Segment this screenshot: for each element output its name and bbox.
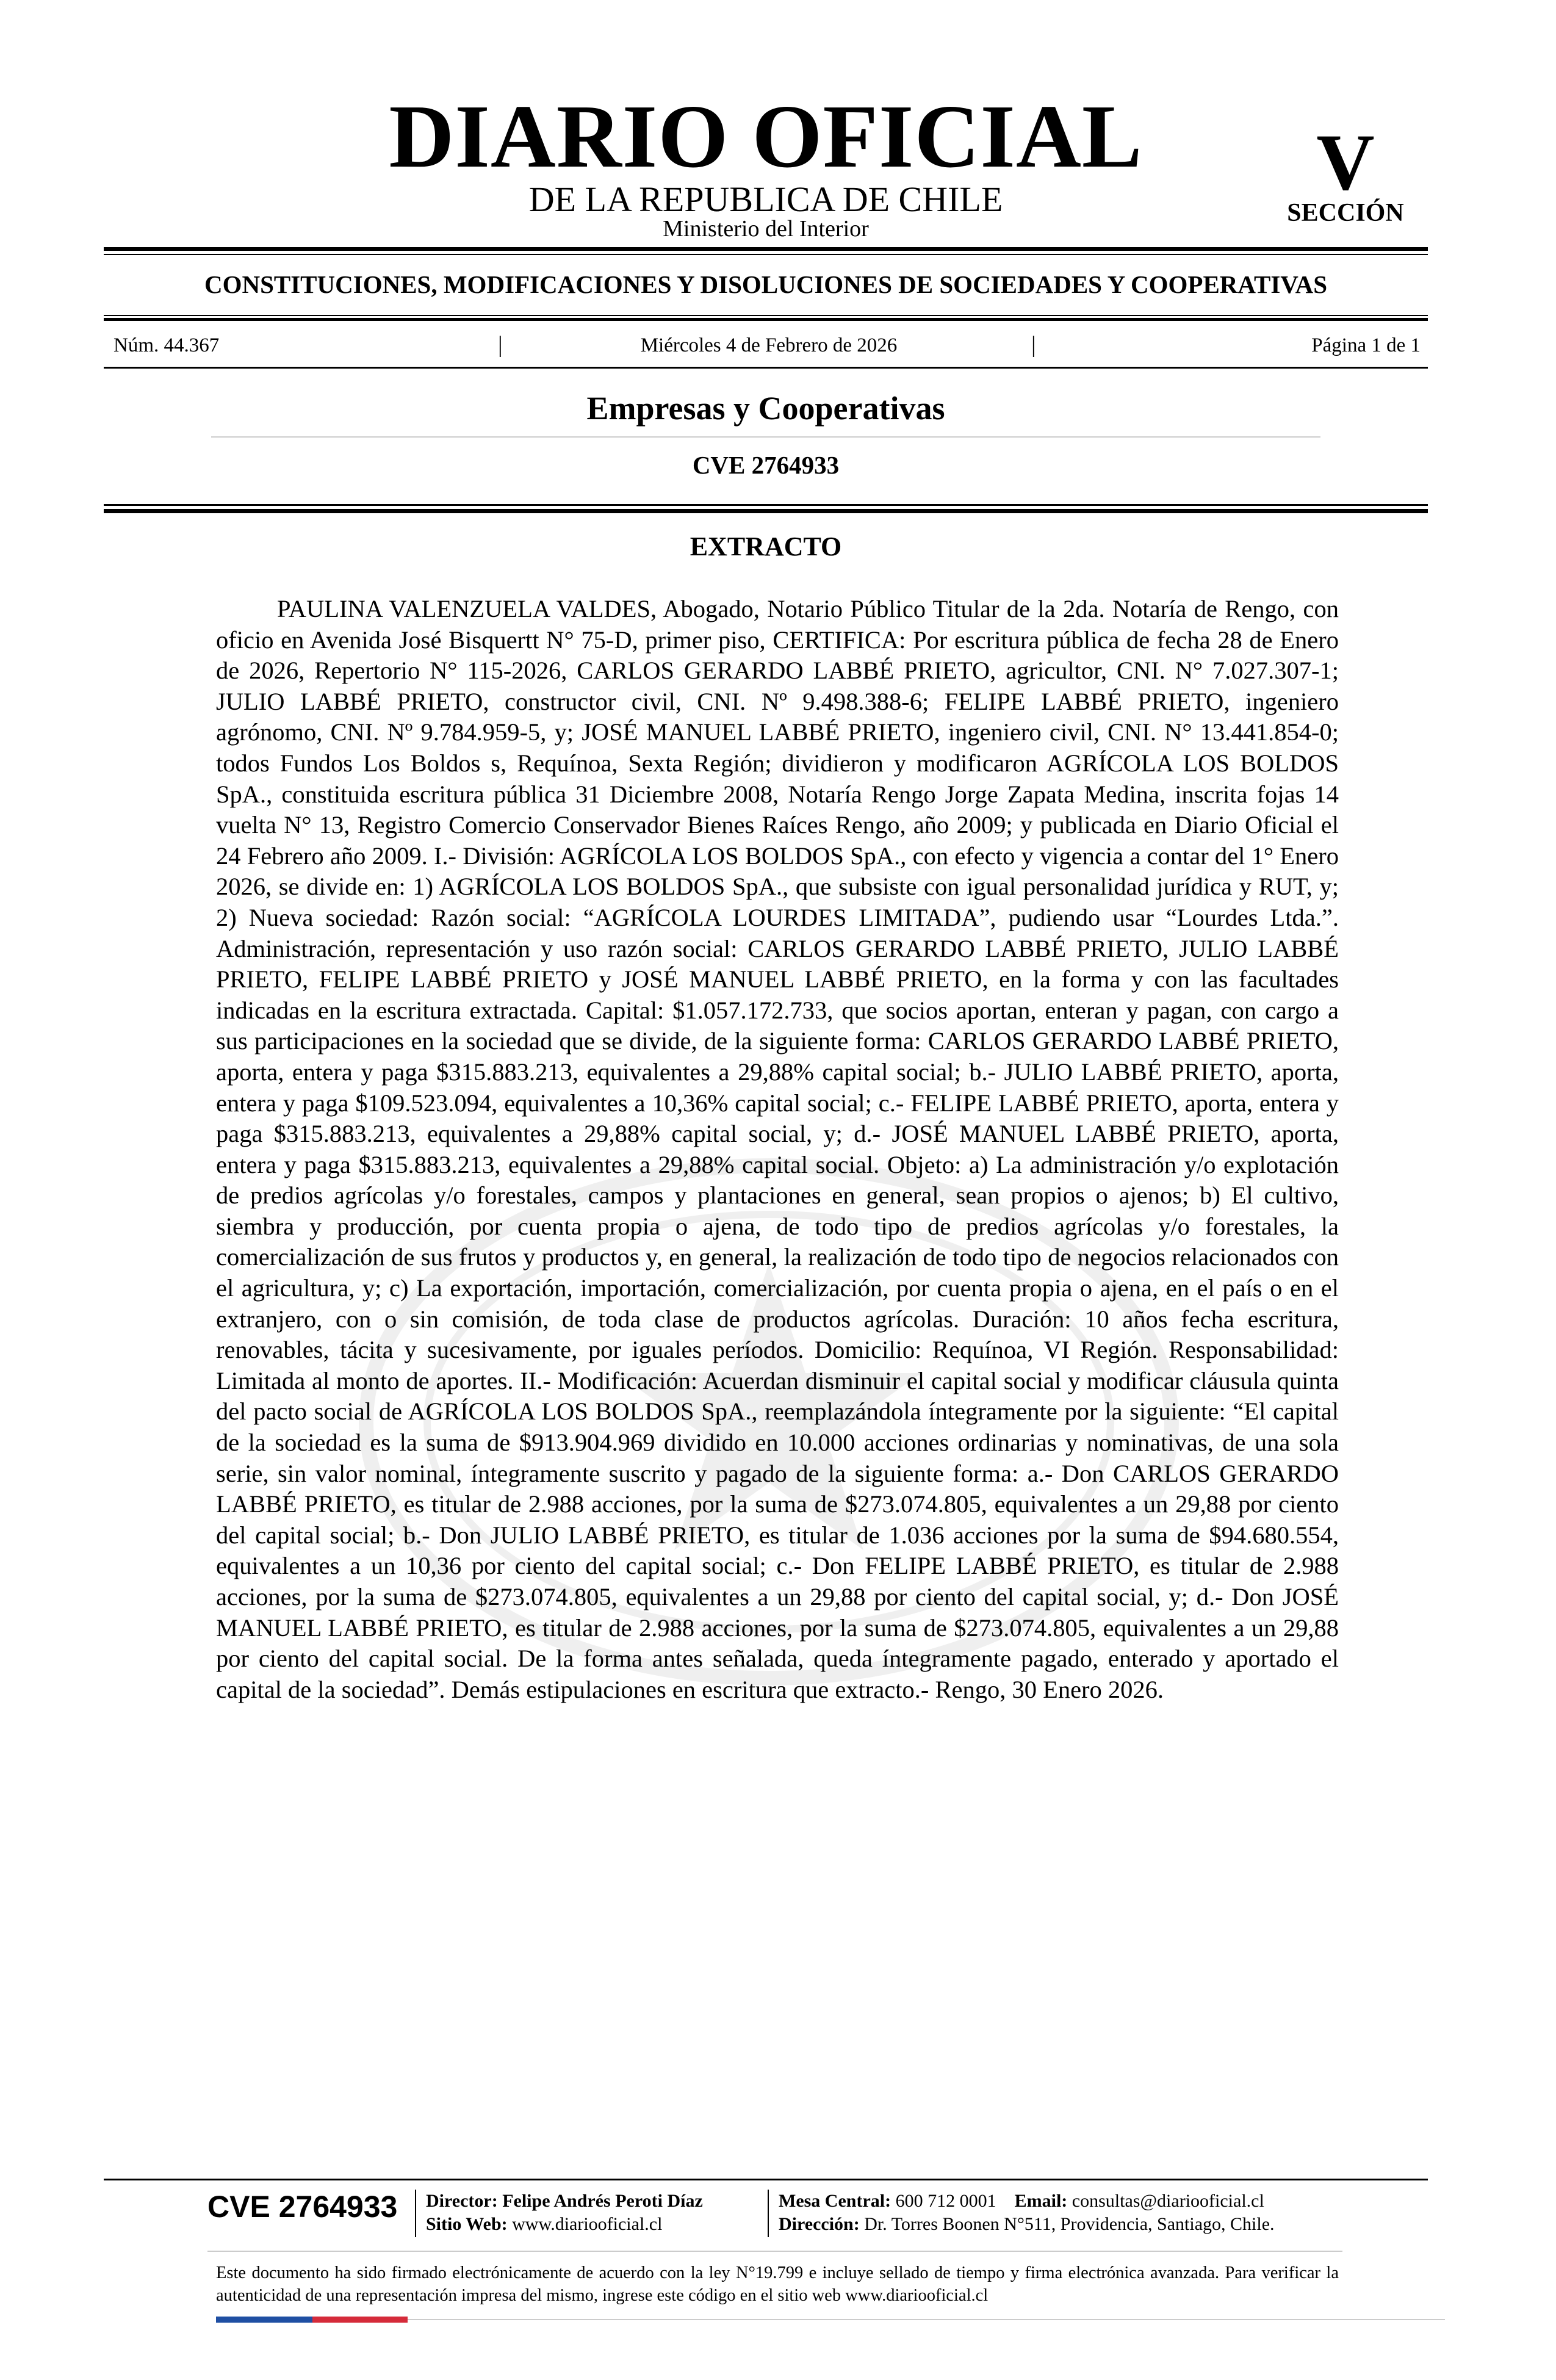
footer-signature-note: Este documento ha sido firmado electrónicamente de acuerdo con la ley N°19.799 e incluye sellado de tiempo y firma electrónica avanzada. Para verificar la autenticidad de una representación impresa del mismo, ingrese este código en el sitio web www.diariooficial.cl bbox=[216, 2263, 1339, 2305]
footer-director-block bbox=[426, 2190, 703, 2236]
issue-separator-left: | bbox=[498, 332, 503, 358]
flag-stripe-red bbox=[312, 2317, 408, 2323]
footer-phone-label: Mesa Central: bbox=[779, 2191, 891, 2211]
footer-director-value: Felipe Andrés Peroti Díaz bbox=[502, 2191, 703, 2211]
footer-bottom-rule bbox=[408, 2319, 1445, 2320]
issue-date: Miércoles 4 de Febrero de 2026 bbox=[640, 334, 898, 356]
masthead-ministry: Ministerio del Interior bbox=[663, 216, 869, 242]
footer-phone-value: 600 712 0001 bbox=[895, 2191, 996, 2211]
masthead-subtitle: DE LA REPUBLICA DE CHILE bbox=[528, 179, 1003, 219]
footer-address-label: Dirección: bbox=[779, 2214, 860, 2234]
category-rule-thin bbox=[104, 315, 1428, 316]
section-heading-rule bbox=[211, 436, 1320, 438]
footer-website-label: Sitio Web: bbox=[426, 2214, 508, 2234]
footer-rule bbox=[104, 2179, 1428, 2180]
extract-body: PAULINA VALENZUELA VALDES, Abogado, Notario Público Titular de la 2da. Notaría de Rengo, con oficio en Avenida José Bisquertt N° 75-D, primer piso, CERTIFICA: Por escritura pública de fecha 28 de Enero de 2026, Repertorio N° 115-2026, CARLOS GERARDO LABBÉ PRIETO, agricultor, CNI. N° 7.027.307-1; JULIO LABBÉ PRIETO, constructor civil, CNI. Nº 9.498.388-6; FELIPE LABBÉ PRIETO, ingeniero agrónomo, CNI. Nº 9.784.959-5, y; JOSÉ MANUEL LABBÉ PRIETO, ingeniero civil, CNI. N° 13.441.854-0; todos Fundos Los Boldos s, Requínoa, Sexta Región; dividieron y modificaron AGRÍCOLA LOS BOLDOS SpA., constituida escritura pública 31 Diciembre 2008, Notaría Rengo Jorge Zapata Medina, inscrita fojas 14 vuelta N° 13, Registro Comercio Conservador Bienes Raíces Rengo, año 2009; y publicada en Diario Oficial el 24 Febrero año 2009. I.- División: AGRÍCOLA LOS BOLDOS SpA., con efecto y vigencia a contar del 1° Enero 2026, se divide en: 1) AGRÍCOLA LOS BOLDOS SpA., que subsiste con igual personalidad jurídica y RUT, y; 2) Nueva sociedad: Razón social: “AGRÍCOLA LOURDES LIMITADA”, pudiendo usar “Lourdes Ltda.”. Administración, representación y uso razón social: CARLOS GERARDO LABBÉ PRIETO, JULIO LABBÉ PRIETO, FELIPE LABBÉ PRIETO y JOSÉ MANUEL LABBÉ PRIETO, en la forma y con las facultades indicadas en la escritura extractada. Capital: $1.057.172.733, que socios aportan, enteran y pagan, con cargo a sus participaciones en la sociedad que se divide, de la siguiente forma: CARLOS GERARDO LABBÉ PRIETO, aporta, entera y paga $315.883.213, equivalentes a 29,88% capital social; b.- JULIO LABBÉ PRIETO, aporta, entera y paga $109.523.094, equivalentes a 10,36% capital social; c.- FELIPE LABBÉ PRIETO, aporta, entera y paga $315.883.213, equivalentes a 29,88% capital social, y; d.- JOSÉ MANUEL LABBÉ PRIETO, aporta, entera y paga $315.883.213, equivalentes a 29,88% capital social. Objeto: a) La administración y/o explotación de predios agrícolas y/o forestales, campos y plantaciones en general, sean propios o ajenos; b) El cultivo, siembra y producción, por cuenta propia o ajena, de todo tipo de predios agrícolas y/o forestales, la comercialización de sus frutos y productos y, en general, la realización de todo tipo de negocios relacionados con el agricultura, y; c) La exportación, importación, comercialización, por cuenta propia o ajena, en el país o en el extranjero, con o sin comisión, de toda clase de productos agrícolas. Duración: 10 años fecha escritura, renovables, tácita y sucesivamente, por iguales períodos. Domicilio: Requínoa, VI Región. Responsabilidad: Limitada al monto de aportes. II.- Modificación: Acuerdan disminuir el capital social y modificar cláusula quinta del pacto social de AGRÍCOLA LOS BOLDOS SpA., reemplazándola íntegramente por la siguiente: “El capital de la sociedad es la suma de $913.904.969 dividido en 10.000 acciones ordinarias y nominativas, de una sola serie, sin valor nominal, íntegramente suscrito y pagado de la siguiente forma: a.- Don CARLOS GERARDO LABBÉ PRIETO, es titular de 2.988 acciones, por la suma de $273.074.805, equivalentes a un 29,88 por ciento del capital social; b.- Don JULIO LABBÉ PRIETO, es titular de 1.036 acciones por la suma de $94.680.554, equivalentes a un 10,36 por ciento del capital social; c.- Don FELIPE LABBÉ PRIETO, es titular de 2.988 acciones, por la suma de $273.074.805, equivalentes a un 29,88 por ciento del capital social, y; d.- Don JOSÉ MANUEL LABBÉ PRIETO, es titular de 2.988 acciones, por la suma de $273.074.805, equivalentes a un 29,88 por ciento del capital social. De la forma antes señalada, queda íntegramente pagado, enterado y aportado el capital de la sociedad”. Demás estipulaciones en escritura que extracto.- Rengo, 30 Enero 2026. bbox=[216, 595, 1339, 1703]
cve-rule-thin bbox=[104, 504, 1428, 506]
category-rule-thick bbox=[104, 318, 1428, 321]
section-word: SECCIÓN bbox=[1287, 199, 1404, 227]
issue-rule bbox=[104, 367, 1428, 369]
footer-website-link[interactable]: www.diariooficial.cl bbox=[512, 2214, 663, 2234]
footer-address-value: Dr. Torres Boonen N°511, Providencia, Santiago, Chile. bbox=[864, 2214, 1275, 2234]
section-letter: V bbox=[1316, 117, 1375, 207]
footer-email-label: Email: bbox=[1014, 2191, 1068, 2211]
category-heading: CONSTITUCIONES, MODIFICACIONES Y DISOLUCIONES DE SOCIEDADES Y COOPERATIVAS bbox=[204, 270, 1328, 298]
footer-email-link[interactable]: consultas@diariooficial.cl bbox=[1072, 2191, 1264, 2211]
masthead-rule-thick bbox=[104, 247, 1428, 251]
footer-divider-left bbox=[415, 2190, 416, 2237]
footer-divider-right bbox=[768, 2190, 769, 2237]
section-heading: Empresas y Cooperativas bbox=[586, 390, 945, 427]
footer-note-rule bbox=[207, 2251, 1342, 2252]
cve-code: CVE 2764933 bbox=[692, 451, 840, 479]
cve-rule-thick bbox=[104, 509, 1428, 513]
extract-title: EXTRACTO bbox=[690, 532, 842, 561]
issue-number: Núm. 44.367 bbox=[113, 334, 220, 356]
footer-director-label: Director: bbox=[426, 2191, 498, 2211]
masthead-title: DIARIO OFICIAL bbox=[389, 87, 1143, 187]
masthead-rule-thin bbox=[104, 254, 1428, 255]
footer-contact-block bbox=[779, 2190, 1275, 2236]
footer-cve-code: CVE 2764933 bbox=[207, 2190, 398, 2224]
issue-page: Página 1 de 1 bbox=[1311, 334, 1421, 356]
issue-separator-right: | bbox=[1031, 332, 1036, 358]
flag-stripe-blue bbox=[216, 2317, 312, 2323]
